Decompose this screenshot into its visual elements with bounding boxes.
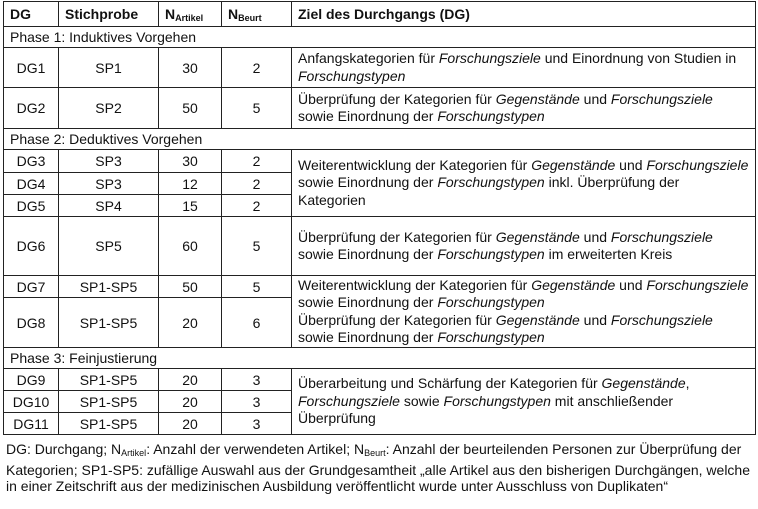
cell-ziel [292, 369, 756, 435]
goal-term: Gegenstände [495, 311, 580, 328]
goal-term: Forschungstypen [437, 108, 545, 124]
goal-text: inkl. Überprüfung der Kategorien [298, 174, 680, 208]
goal-term: Forschungstypen [437, 174, 545, 191]
cell-n-beurt: 3 [222, 369, 292, 391]
footnote-sub-artikel: Artikel [121, 448, 147, 458]
goal-term: Gegenstände [531, 276, 616, 293]
cell-stichprobe: SP3 [59, 173, 159, 195]
goal-term: Forschungsziele [610, 90, 713, 107]
goal-text: Überarbeitung und Schärfung der Kategorien für [298, 375, 602, 392]
goal-term: Forschungsziele [610, 228, 713, 245]
goal-text: mit anschließender Überprüfung [298, 392, 674, 427]
footnote-sub-beurt: Beurt [364, 448, 386, 458]
cell-n-beurt: 3 [222, 391, 292, 413]
footnote-part-3: : Anzahl der beurteilenden Personen zur Überprüfung der Kategorien; SP1-SP5: zufällige Auswahl aus der Grundgesamtheit „alle Artikel aus den bisherigen Durchgängen, welche in einer Zeitschrift aus der medizinischen Ausbildung veröffentlicht wurde unter Ausschluss von Duplikaten“ [6, 441, 750, 494]
goal-text: sowie Einordnung der [298, 246, 438, 262]
goal-term: Gegenstände [495, 228, 580, 245]
goal-term: Forschungstypen [443, 392, 551, 409]
table-row [4, 88, 756, 129]
header-n-artikel-sub: Artikel [175, 12, 204, 23]
cell-n-artikel: 30 [159, 48, 222, 88]
phase-row [4, 348, 756, 369]
cell-n-artikel: 15 [159, 195, 222, 217]
cell-stichprobe: SP5 [59, 217, 159, 276]
goal-text: Überprüfung der Kategorien für [298, 228, 496, 245]
goal-text: , [685, 375, 690, 392]
goal-text: und [615, 276, 647, 293]
goal-term: Gegenstände [531, 156, 616, 173]
goal-text: Überprüfung der Kategorien für [298, 311, 496, 328]
cell-n-beurt: 3 [222, 413, 292, 435]
cell-n-beurt: 2 [222, 48, 292, 88]
cell-n-beurt: 2 [222, 195, 292, 217]
cell-dg: DG8 [4, 298, 59, 348]
cell-ziel [292, 48, 756, 88]
cell-stichprobe: SP1-SP5 [59, 391, 159, 413]
goal-term: Forschungstypen [437, 329, 545, 345]
cell-n-artikel: 20 [159, 391, 222, 413]
goal-text: im erweiterten Kreis [544, 246, 673, 262]
goal-term: Forschungstypen [437, 246, 545, 262]
table-row [4, 48, 756, 88]
cell-n-beurt: 2 [222, 173, 292, 195]
cell-stichprobe: SP2 [59, 88, 159, 129]
cell-ziel [292, 88, 756, 129]
goal-text: Überprüfung der Kategorien für [298, 90, 496, 107]
cell-dg: DG11 [4, 413, 59, 435]
cell-n-artikel: 12 [159, 173, 222, 195]
table-row [4, 276, 756, 298]
goal-term: Forschungsziele [610, 311, 713, 328]
goal-text: und [615, 156, 647, 173]
phase-row [4, 27, 756, 48]
cell-stichprobe: SP1-SP5 [59, 369, 159, 391]
cell-n-artikel: 20 [159, 298, 222, 348]
header-n-artikel-main: N [165, 5, 176, 22]
goal-term: Forschungsziele [298, 392, 400, 409]
cell-ziel [292, 276, 756, 348]
table-row [4, 369, 756, 391]
phase-row [4, 129, 756, 150]
cell-n-artikel: 20 [159, 413, 222, 435]
cell-stichprobe: SP1-SP5 [59, 413, 159, 435]
goal-text: sowie Einordnung der [298, 108, 438, 124]
durchgang-table [3, 1, 756, 435]
cell-stichprobe: SP4 [59, 195, 159, 217]
cell-n-artikel: 50 [159, 88, 222, 129]
goal-text: sowie Einordnung der [298, 174, 438, 191]
header-stichprobe: Stichprobe [59, 2, 159, 27]
cell-ziel [292, 150, 756, 217]
cell-n-beurt: 2 [222, 150, 292, 173]
cell-stichprobe: SP1-SP5 [59, 276, 159, 298]
table-footnote [6, 441, 756, 495]
header-row [4, 2, 756, 27]
goal-text: sowie Einordnung der [298, 294, 438, 310]
cell-stichprobe: SP1-SP5 [59, 298, 159, 348]
header-n-beurt-sub: Beurt [238, 12, 262, 23]
goal-term: Gegenstände [601, 375, 686, 392]
cell-dg: DG7 [4, 276, 59, 298]
cell-stichprobe: SP3 [59, 150, 159, 173]
cell-n-beurt: 5 [222, 276, 292, 298]
goal-text: Weiterentwicklung der Kategorien für [298, 156, 532, 173]
cell-dg: DG3 [4, 150, 59, 173]
table-row [4, 217, 756, 276]
phase-3-label: Phase 3: Feinjustierung [4, 348, 756, 369]
footnote-part-2: : Anzahl der verwendeten Artikel; N [146, 441, 365, 457]
header-n-artikel [159, 2, 222, 27]
goal-text: und [579, 311, 611, 328]
phase-2-label: Phase 2: Deduktives Vorgehen [4, 129, 756, 150]
footnote-part-1: DG: Durchgang; N [6, 441, 122, 457]
goal-term: Gegenstände [495, 90, 580, 107]
cell-n-beurt: 6 [222, 298, 292, 348]
goal-text: sowie Einordnung der [298, 329, 438, 345]
cell-n-artikel: 60 [159, 217, 222, 276]
goal-text: Anfangskategorien für [298, 50, 439, 66]
goal-text: und Einordnung von Studien in [540, 50, 737, 66]
cell-dg: DG2 [4, 88, 59, 129]
goal-term: Forschungstypen [298, 67, 406, 84]
header-dg: DG [4, 2, 59, 27]
goal-text: und [579, 228, 611, 245]
cell-dg: DG4 [4, 173, 59, 195]
phase-1-label: Phase 1: Induktives Vorgehen [4, 27, 756, 48]
cell-ziel [292, 217, 756, 276]
goal-term: Forschungstypen [437, 294, 545, 310]
header-n-beurt [222, 2, 292, 27]
cell-n-beurt: 5 [222, 88, 292, 129]
goal-term: Forschungsziele [438, 50, 541, 66]
goal-term: Forschungsziele [646, 276, 749, 293]
cell-dg: DG5 [4, 195, 59, 217]
cell-dg: DG10 [4, 391, 59, 413]
cell-n-artikel: 20 [159, 369, 222, 391]
table-row [4, 150, 756, 173]
cell-n-artikel: 30 [159, 150, 222, 173]
cell-n-artikel: 50 [159, 276, 222, 298]
goal-text: sowie [399, 392, 444, 409]
cell-n-beurt: 5 [222, 217, 292, 276]
cell-dg: DG6 [4, 217, 59, 276]
header-n-beurt-main: N [228, 5, 239, 22]
goal-term: Forschungsziele [646, 156, 749, 173]
cell-stichprobe: SP1 [59, 48, 159, 88]
goal-text: Weiterentwicklung der Kategorien für [298, 276, 532, 293]
cell-dg: DG1 [4, 48, 59, 88]
goal-text: und [579, 90, 611, 107]
header-ziel: Ziel des Durchgangs (DG) [292, 2, 756, 27]
cell-dg: DG9 [4, 369, 59, 391]
